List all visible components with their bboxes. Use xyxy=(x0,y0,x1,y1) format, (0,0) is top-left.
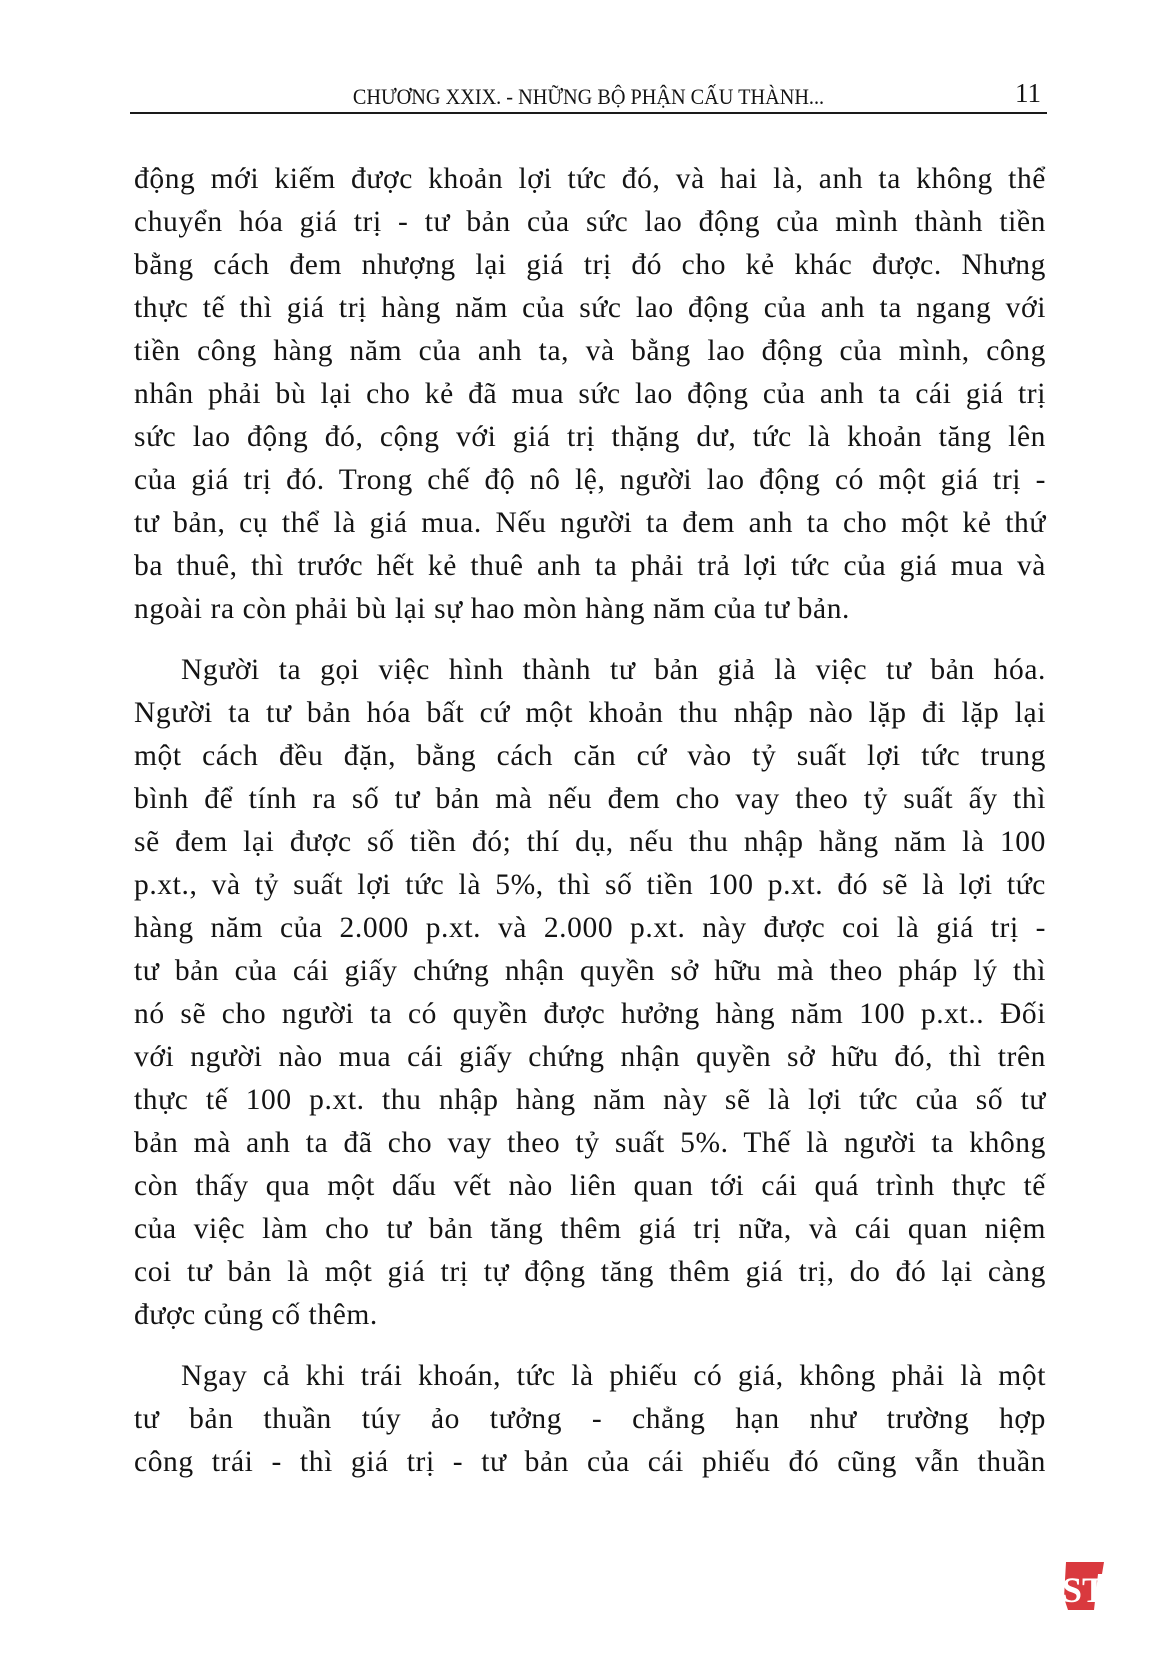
text-line: bản mà anh ta đã cho vay theo tỷ suất 5%. Thế là người ta không xyxy=(134,1127,1046,1159)
text-line: tư bản của cái giấy chứng nhận quyền sở hữu mà theo pháp lý thì xyxy=(134,955,1046,987)
text-line: với người nào mua cái giấy chứng nhận quyền sở hữu đó, thì trên xyxy=(134,1041,1046,1073)
text-line: Người ta gọi việc hình thành tư bản giả là việc tư bản hóa. xyxy=(181,654,1046,686)
text-line: tư bản thuần túy ảo tưởng - chẳng hạn như trường hợp xyxy=(134,1403,1046,1435)
text-line: p.xt., và tỷ suất lợi tức là 5%, thì số tiền 100 p.xt. đó sẽ là lợi tức xyxy=(134,869,1046,901)
paragraph-3 xyxy=(134,1355,1046,1484)
text-line: của giá trị đó. Trong chế độ nô lệ, người lao động có một giá trị - xyxy=(134,464,1046,496)
text-line: nhân phải bù lại cho kẻ đã mua sức lao động của anh ta cái giá trị xyxy=(134,378,1046,410)
text-line: ba thuê, thì trước hết kẻ thuê anh ta phải trả lợi tức của giá mua và xyxy=(134,550,1046,582)
text-line: bình để tính ra số tư bản mà nếu đem cho vay theo tỷ suất ấy thì xyxy=(134,783,1046,815)
text-line: của việc làm cho tư bản tăng thêm giá trị nữa, và cái quan niệm xyxy=(134,1213,1046,1245)
paragraph-1 xyxy=(134,158,1046,631)
chapter-running-title: CHƯƠNG XXIX. - NHỮNG BỘ PHẬN CẤU THÀNH... xyxy=(352,84,825,109)
text-line: chuyển hóa giá trị - tư bản của sức lao động của mình thành tiền xyxy=(134,206,1046,238)
text-line: hàng năm của 2.000 p.xt. và 2.000 p.xt. này được coi là giá trị - xyxy=(134,912,1046,944)
text-line: thực tế 100 p.xt. thu nhập hàng năm này sẽ là lợi tức của số tư xyxy=(134,1084,1046,1116)
text-line: nó sẽ cho người ta có quyền được hưởng hàng năm 100 p.xt.. Đối xyxy=(134,998,1046,1030)
text-line: Người ta tư bản hóa bất cứ một khoản thu nhập nào lặp đi lặp lại xyxy=(134,697,1046,729)
running-header xyxy=(130,78,1047,114)
text-line: bằng cách đem nhượng lại giá trị đó cho kẻ khác được. Nhưng xyxy=(134,249,1046,281)
text-line: Ngay cả khi trái khoán, tức là phiếu có giá, không phải là một xyxy=(181,1360,1046,1392)
text-line: động mới kiếm được khoản lợi tức đó, và hai là, anh ta không thể xyxy=(134,163,1046,195)
logo-letters: ST xyxy=(1062,1570,1106,1610)
text-line: một cách đều đặn, bằng cách căn cứ vào tỷ suất lợi tức trung xyxy=(134,740,1046,772)
text-line: được củng cố thêm. xyxy=(134,1299,378,1331)
page-number: 11 xyxy=(1015,78,1041,108)
text-line: còn thấy qua một dấu vết nào liên quan tới cái quá trình thực tế xyxy=(134,1170,1046,1202)
paragraph-2 xyxy=(134,649,1046,1337)
text-line: sẽ đem lại được số tiền đó; thí dụ, nếu thu nhập hằng năm là 100 xyxy=(134,826,1046,858)
text-line: sức lao động đó, cộng với giá trị thặng dư, tức là khoản tăng lên xyxy=(134,421,1046,453)
text-line: tiền công hàng năm của anh ta, và bằng lao động của mình, công xyxy=(134,335,1046,367)
text-line: thực tế thì giá trị hàng năm của sức lao động của anh ta ngang với xyxy=(134,292,1046,324)
text-line: công trái - thì giá trị - tư bản của cái phiếu đó cũng vẫn thuần xyxy=(134,1446,1046,1478)
text-line: coi tư bản là một giá trị tự động tăng thêm giá trị, do đó lại càng xyxy=(134,1256,1046,1288)
publisher-logo xyxy=(1062,1558,1106,1614)
text-line: ngoài ra còn phải bù lại sự hao mòn hàng năm của tư bản. xyxy=(134,593,851,625)
text-line: tư bản, cụ thể là giá mua. Nếu người ta đem anh ta cho một kẻ thứ xyxy=(134,507,1046,539)
body-text xyxy=(134,158,1046,1484)
